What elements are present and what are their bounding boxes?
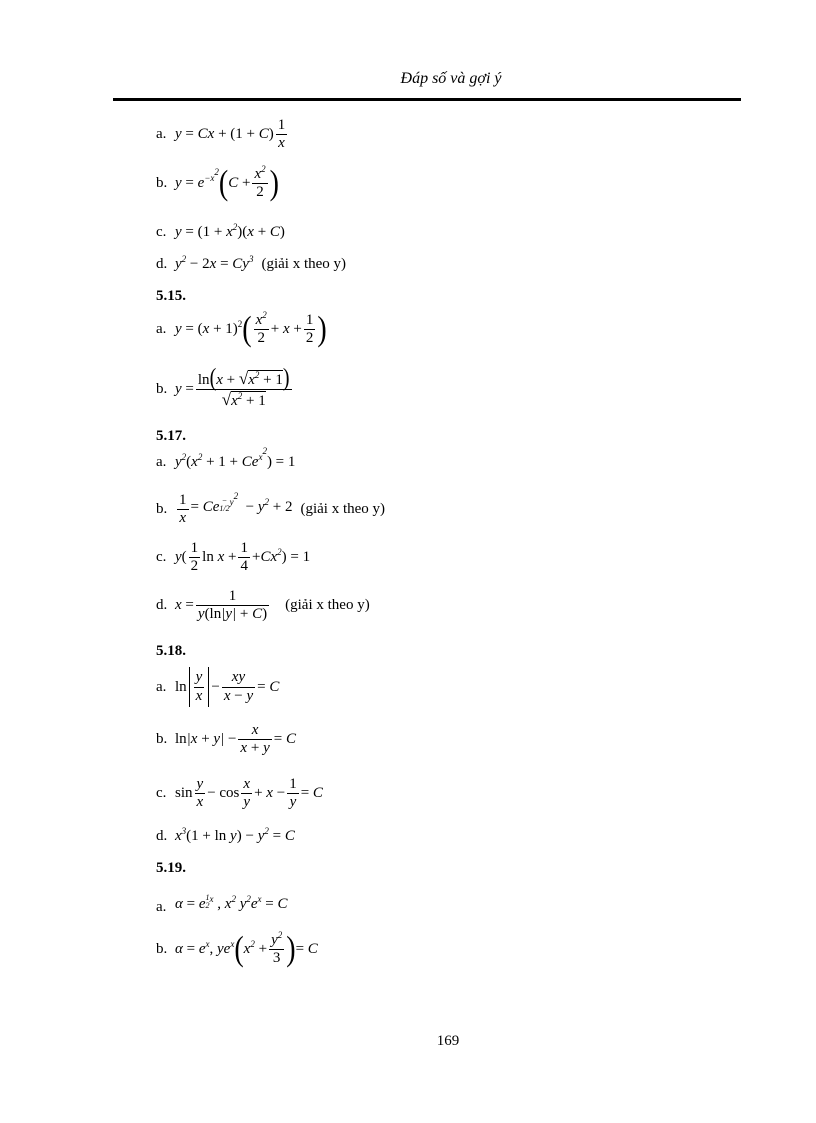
label-a: a. [156, 898, 167, 915]
paren-right: ) [317, 309, 327, 349]
equation: = C [257, 678, 280, 695]
equation: + x + [270, 321, 302, 338]
equation: ln [175, 678, 187, 695]
paren-left: ( [218, 163, 229, 203]
equation: $y^2(x^2 + 1 + Ce^{x^2}) = 1$ [175, 446, 296, 470]
fraction: $\frac{1}{x}$ [179, 492, 187, 527]
answer-c-518 [156, 776, 323, 812]
answer-a-517 [156, 446, 296, 471]
section-heading: 5.15. [156, 288, 186, 304]
abs-bar [189, 667, 190, 707]
paren-right: ) [286, 929, 296, 969]
answer-a-515 [156, 309, 327, 349]
label-b: b. [156, 175, 168, 192]
equation: $\alpha = e^x$, $ye^x$ [175, 939, 235, 958]
equation: ln|x + y| − [175, 731, 237, 748]
fraction: $\frac{xy}{x - y}$ [223, 669, 254, 704]
answer-b-519 [156, 929, 318, 969]
equation: y = [175, 380, 194, 397]
equation: = C [273, 731, 296, 748]
equation: − cos [207, 785, 240, 802]
equation: $+Cx^2) = 1$ [251, 547, 311, 566]
fraction: $\frac{\ln(x + √x^2 + 1)}{√x^2 + 1}$ [197, 364, 290, 410]
label-d: d. [156, 597, 168, 614]
equation: = C [295, 941, 318, 958]
equation: + x − [254, 785, 286, 802]
answer-b-515 [156, 364, 294, 411]
paren-left: ( [242, 309, 252, 349]
answer-d-prev [156, 256, 346, 273]
equation: $y^2 - 2x = Cy^3$ [175, 254, 254, 272]
label-c: c. [156, 224, 167, 240]
paren-left: ( [234, 929, 244, 969]
answer-d-518 [156, 828, 295, 845]
label-b: b. [156, 731, 168, 748]
fraction: $\frac{x}{x + y}$ [240, 722, 270, 757]
label-d: d. [156, 828, 168, 844]
label-a: a. [156, 126, 167, 143]
fraction: $\frac{y}{x}$ [195, 669, 203, 704]
fraction: $\frac{x}{y}$ [243, 776, 251, 811]
section-heading: 5.19. [156, 860, 186, 876]
label-a: a. [156, 678, 167, 695]
note: (giải x theo y) [300, 501, 386, 518]
label-b: b. [156, 501, 168, 518]
answer-d-517 [156, 588, 370, 624]
equation: $y = (1 + x^2)(x + C)$ [175, 222, 285, 240]
answer-c-517 [156, 540, 310, 576]
fraction: $\frac{1}{4}$ [240, 540, 248, 575]
equation: C + [228, 175, 251, 192]
fraction: $\frac{1}{y}$ [289, 776, 297, 811]
label-a: a. [156, 321, 167, 338]
equation: = C [300, 785, 323, 802]
answer-a-518 [156, 667, 279, 707]
equation: = Ce − 1/2 $^{y^2} - y^2 + 2$ [190, 490, 293, 515]
fraction: $\frac{y^2}{3}$ [271, 930, 283, 967]
answer-b-518 [156, 722, 296, 758]
note: (giải x theo y) [285, 597, 370, 614]
equation: $y = e^{-x^2}$ [175, 167, 219, 192]
answer-a-prev [156, 117, 289, 153]
equation: x = [175, 597, 194, 614]
fraction: $\frac{1}{2}$ [190, 540, 199, 575]
equation: − [211, 678, 220, 695]
abs-bar [208, 667, 209, 707]
equation: $x^2$ + [243, 939, 268, 958]
answer-b-517 [156, 492, 385, 528]
label-c: c. [156, 785, 167, 802]
fraction: $\frac{y}{x}$ [196, 776, 204, 811]
label-b: b. [156, 380, 168, 397]
fraction: $\frac{1}{x}$ [277, 117, 286, 152]
equation: y( [175, 549, 187, 566]
fraction: $\frac{x^2}{2}$ [254, 164, 266, 201]
equation: sin [175, 785, 193, 802]
answer-a-519 [156, 893, 288, 918]
label-b: b. [156, 941, 168, 958]
fraction: $\frac{1}{y(\ln|y| + C)}$ [197, 588, 268, 623]
equation: $x^3(1 + \ln y) - y^2 = C$ [175, 826, 295, 844]
label-a: a. [156, 454, 167, 470]
fraction: $\frac{x^2}{2}$ [255, 310, 267, 347]
note: (giải x theo y) [261, 256, 347, 272]
page-header-title: Đáp số và gợi ý [400, 70, 502, 87]
paren-right: ) [269, 163, 279, 203]
label-d: d. [156, 256, 168, 272]
section-heading: 5.17. [156, 428, 186, 444]
section-heading: 5.18. [156, 643, 186, 659]
equation: α = e 1 2 $^x$ , $x^2$ $y^2e^x = C$ [175, 893, 288, 912]
equation: y = Cx + (1 + C) [175, 126, 274, 143]
page-number: 169 [436, 1033, 460, 1049]
equation: $y = (x + 1)^2$ [175, 319, 243, 338]
answer-c-prev [156, 224, 285, 241]
label-c: c. [156, 549, 167, 566]
answer-b-prev [156, 163, 279, 203]
equation: ln x + [202, 549, 237, 566]
fraction: $\frac{1}{2}$ [305, 312, 314, 347]
header-rule [113, 98, 741, 101]
